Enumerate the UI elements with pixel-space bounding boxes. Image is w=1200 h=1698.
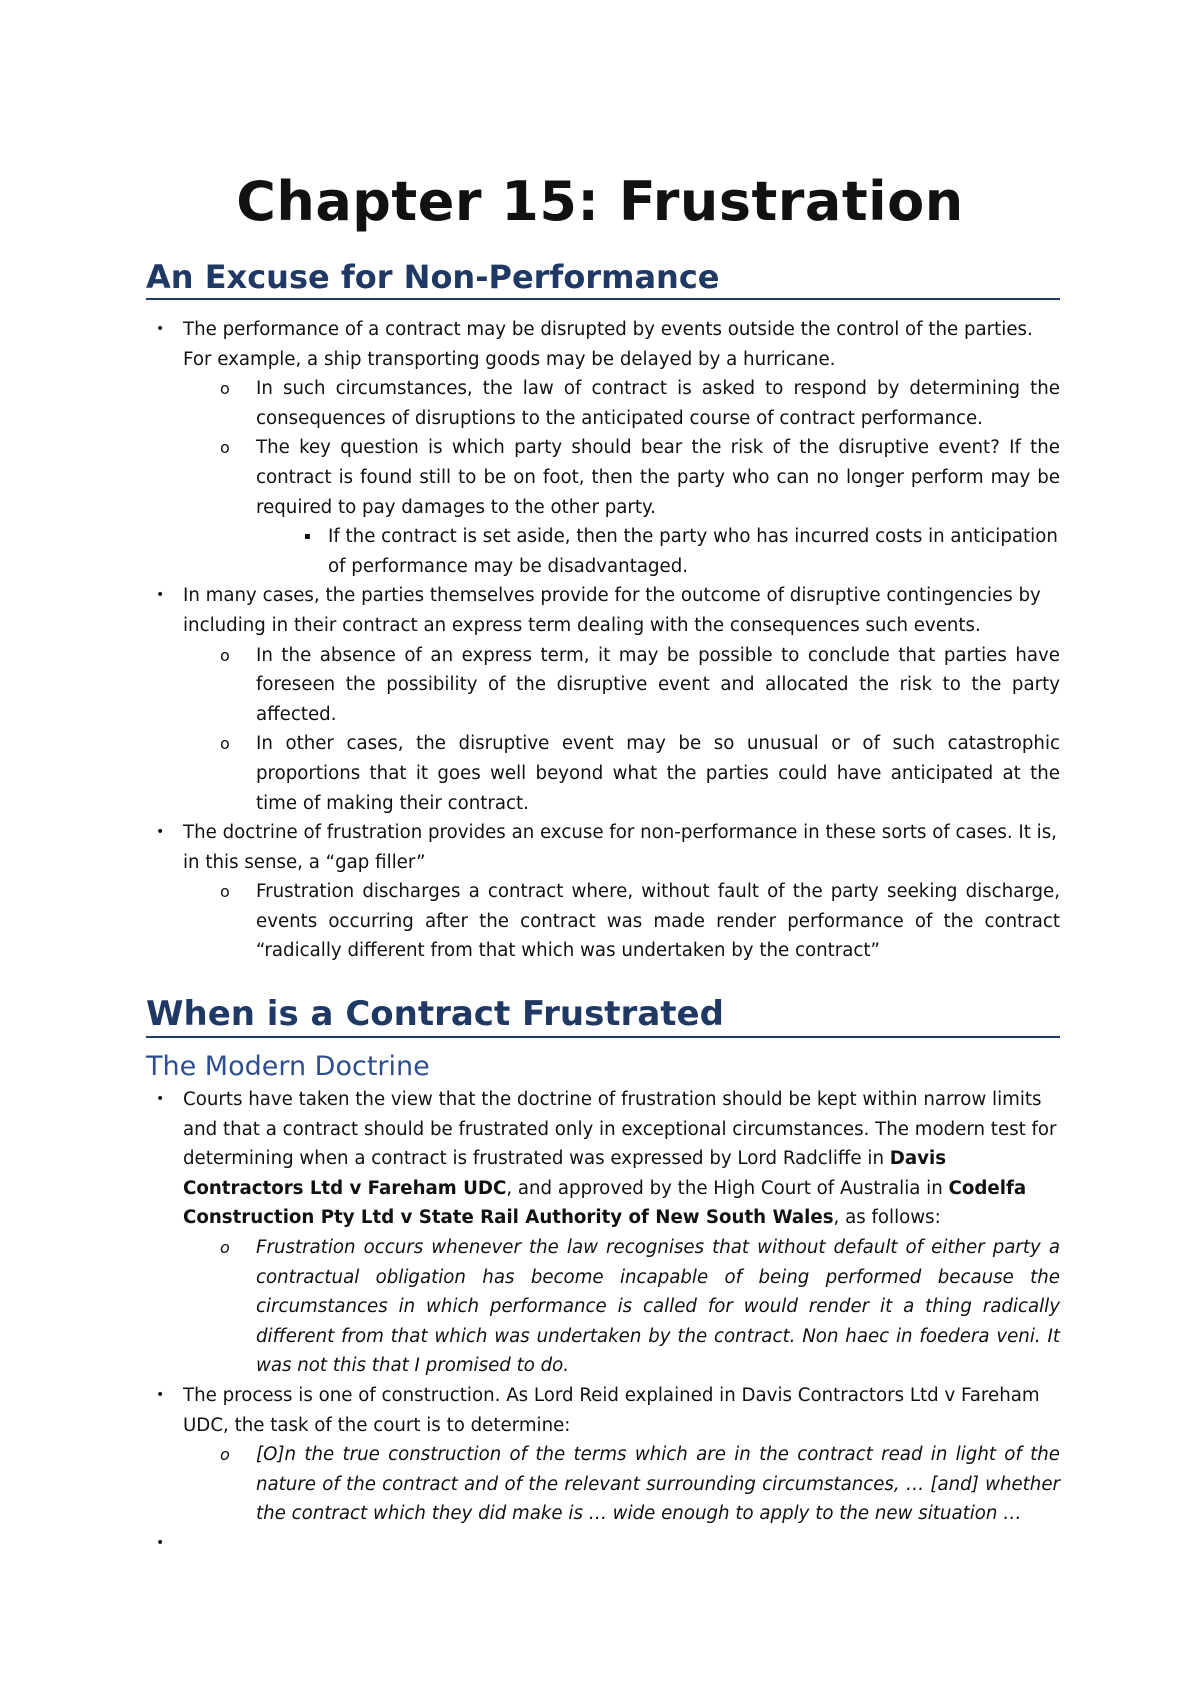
square-bullet-marker: ▪ <box>304 531 311 543</box>
list-item <box>146 1233 1060 1381</box>
sub-bullet-marker: o <box>220 1445 230 1465</box>
text-run: , and approved by the High Court of Australia in <box>506 1177 949 1199</box>
list-item <box>146 433 1060 522</box>
paragraph-text: Frustration discharges a contract where, without fault of the party seeking discharge, events occurring after the contract was made render performance of the contract “radically different from that which was undertaken by the contract” <box>256 881 1060 962</box>
list-item <box>146 374 1060 433</box>
bullet-marker: • <box>156 1386 165 1403</box>
bullet-marker: • <box>156 1091 165 1107</box>
paragraph-text <box>183 1533 189 1554</box>
quote-text: [O]n the true construction of the terms which are in the contract read in light of the nature of the contract and of the relevant surrounding circumstances, … [and] whether the contract which they did make is … wide enough to apply to the new situation … <box>256 1444 1060 1525</box>
text-run: , as follows: <box>833 1207 941 1229</box>
paragraph-text: In the absence of an express term, it may be possible to conclude that parties have foreseen the possibility of the disruptive event and allocated the risk to the party affected. <box>256 644 1060 725</box>
case-name: Codelfa Construction Pty Ltd v State Rail Authority of New South Wales <box>183 1177 1027 1229</box>
bullet-marker: • <box>156 587 165 604</box>
page-title: Chapter 15: Frustration <box>236 170 964 233</box>
sub-bullet-marker: o <box>220 379 230 399</box>
paragraph-text: In many cases, the parties themselves provide for the outcome of disruptive contingencies by including in their contract an express term dealing with the consequences such events. <box>183 585 1041 636</box>
paragraph-text: The process is one of construction. As Lord Reid explained in Davis Contractors Ltd v Fareham UDC, the task of the court is to determine: <box>183 1384 1040 1436</box>
sub-bullet-marker: o <box>220 1237 230 1257</box>
sub-bullet-marker: o <box>220 882 230 902</box>
case-name: Davis Contractors Ltd v Fareham UDC <box>183 1148 947 1199</box>
section-excuse-body <box>146 315 1060 966</box>
list-item <box>146 1085 1060 1233</box>
list-item <box>146 641 1060 730</box>
list-item <box>146 877 1060 966</box>
paragraph-text: The doctrine of frustration provides an excuse for non-performance in these sorts of cases. It is, in this sense, a “gap filler” <box>183 822 1057 873</box>
paragraph-text: The key question is which party should bear the risk of the disruptive event? If the contract is found still to be on foot, then the party who can no longer perform may be required to pay damages to the other party. <box>256 437 1060 518</box>
list-item <box>146 581 1060 640</box>
sub-bullet-marker: o <box>220 734 230 754</box>
bullet-marker: • <box>156 321 165 337</box>
paragraph-text: The performance of a contract may be disrupted by events outside the control of the parties. For example, a ship transporting goods may be delayed by a hurricane. <box>183 319 1033 370</box>
sub-bullet-marker: o <box>220 438 230 458</box>
list-item-empty <box>146 1529 1060 1559</box>
list-item <box>146 818 1060 877</box>
text-run: Courts have taken the view that the doctrine of frustration should be kept within narrow limits and that a contract should be frustrated only in exceptional circumstances. The modern test for determining when a contract is frustrated was expressed by Lord Radcliffe in <box>183 1089 1057 1170</box>
section-modern-doctrine-body <box>146 1085 1060 1559</box>
list-item <box>146 522 1060 581</box>
list-item <box>146 315 1060 374</box>
paragraph-text <box>183 1089 1057 1228</box>
paragraph-text: If the contract is set aside, then the party who has incurred costs in anticipation of performance may be disadvantaged. <box>328 526 1058 577</box>
bullet-marker: • <box>156 824 165 841</box>
paragraph-text: In other cases, the disruptive event may be so unusual or of such catastrophic proportions that it goes well beyond what the parties could have anticipated at the time of making their contract. <box>256 733 1060 814</box>
paragraph-text: In such circumstances, the law of contract is asked to respond by determining the consequences of disruptions to the anticipated course of contract performance. <box>256 378 1060 429</box>
bullet-marker: • <box>156 1534 165 1551</box>
list-item <box>146 729 1060 818</box>
list-item <box>146 1381 1060 1440</box>
section-heading-when-frustrated: When is a Contract Frustrated <box>146 994 1060 1038</box>
quote-text: Frustration occurs whenever the law recognises that without default of either party a contractual obligation has become incapable of being performed because the circumstances in which performance is called for would render it a thing radically different from that which was undertaken by the contract. Non haec in foedera veni. It was not this that I promised to do. <box>256 1236 1060 1377</box>
list-item <box>146 1440 1060 1529</box>
sub-bullet-marker: o <box>220 645 230 665</box>
section-heading-excuse: An Excuse for Non-Performance <box>146 258 1060 300</box>
subheading-modern-doctrine: The Modern Doctrine <box>146 1051 430 1082</box>
